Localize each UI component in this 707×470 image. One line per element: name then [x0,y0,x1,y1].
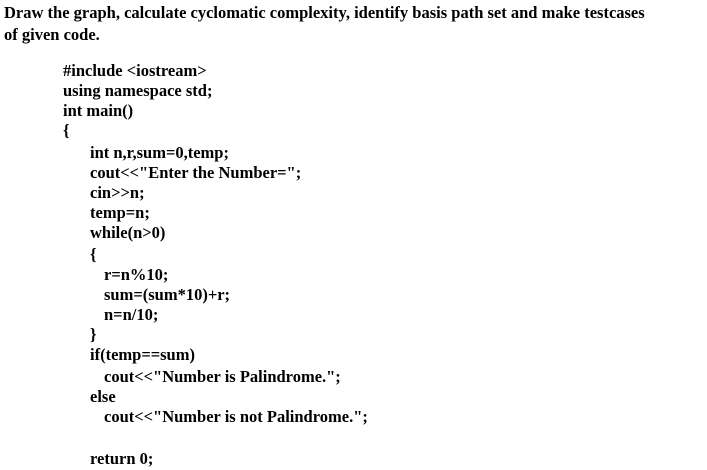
code-line-while: while(n>0) [90,223,166,242]
question-line-1: Draw the graph, calculate cyclomatic complexity, identify basis path set and make testcases [4,3,645,22]
code-line-input: cin>>n; [90,183,145,202]
code-line-temp-assign: temp=n; [90,203,150,222]
code-line-divide: n=n/10; [104,305,159,324]
code-line-while-open: { [90,245,97,264]
code-line-declare: int n,r,sum=0,temp; [90,143,229,162]
code-line-while-close: } [90,325,97,344]
code-line-sum: sum=(sum*10)+r; [104,285,231,304]
code-line-main: int main() [63,101,134,120]
code-line-include: #include <iostream> [63,61,207,80]
code-line-palindrome: cout<<"Number is Palindrome."; [104,367,341,386]
code-line-prompt: cout<<"Enter the Number="; [90,163,302,182]
code-line-else: else [90,387,116,406]
code-line-if: if(temp==sum) [90,345,195,364]
code-line-return: return 0; [90,449,154,468]
question-line-2: of given code. [4,25,100,44]
code-line-not-palindrome: cout<<"Number is not Palindrome."; [104,407,368,426]
code-line-namespace: using namespace std; [63,81,213,100]
code-line-remainder: r=n%10; [104,265,169,284]
code-line-open-brace: { [63,121,70,140]
